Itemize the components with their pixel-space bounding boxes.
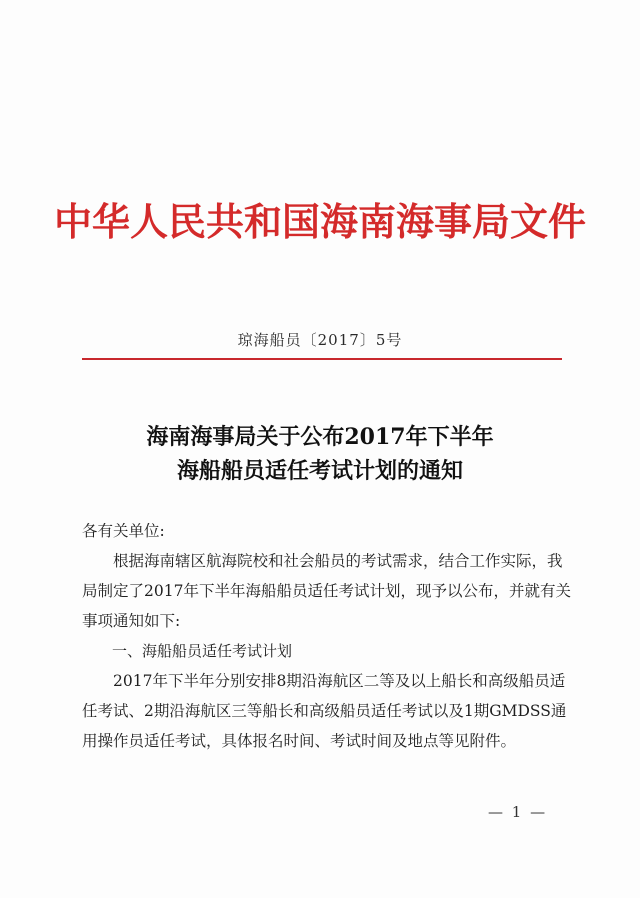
- red-divider-rule: [82, 358, 562, 360]
- section-heading-exam-plan: 一、海船船员适任考试计划: [112, 642, 293, 660]
- document-number: 琼海船员〔2017〕5号: [237, 331, 403, 349]
- page-number: — 1 —: [488, 803, 548, 821]
- title-line-1: 海南海事局关于公布2017年下半年: [146, 424, 494, 450]
- notice-title: [0, 420, 640, 488]
- title-line-2: 海船船员适任考试计划的通知: [176, 458, 463, 484]
- paragraph-intro: 根据海南辖区航海院校和社会船员的考试需求，结合工作实际，我局制定了2017年下半年海船船员适任考试计划，现予以公布，并就有关事项通知如下:: [82, 552, 571, 630]
- salutation: 各有关单位:: [82, 522, 165, 540]
- agency-header: 中华人民共和国海南海事局文件: [53, 199, 586, 244]
- paragraph-exam-schedule: 2017年下半年分别安排8期沿海航区二等及以上船长和高级船员适任考试、2期沿海航区三等船长和高级船员适任考试以及1期GMDSS通用操作员适任考试，具体报名时间、考试时间及地点等见附件。: [82, 672, 567, 750]
- body-text: [82, 516, 572, 756]
